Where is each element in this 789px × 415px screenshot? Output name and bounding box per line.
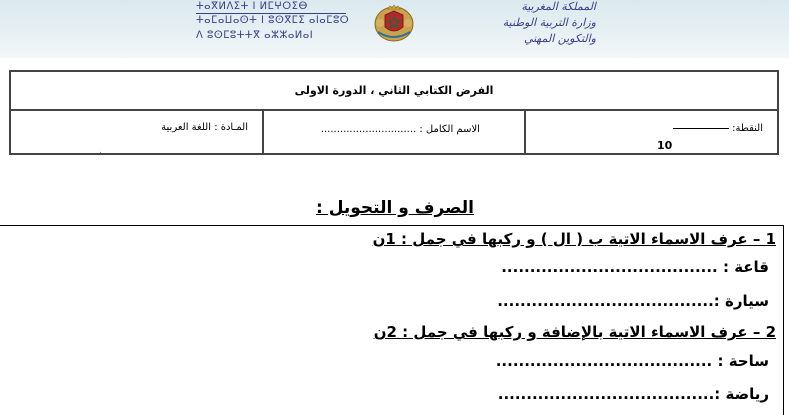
grade-field bbox=[673, 123, 763, 134]
letterhead-arabic-line-1: المملكة المغربية bbox=[521, 0, 596, 13]
answer-line-sayyara: سيارة :...................................... bbox=[497, 292, 769, 310]
letterhead-banner bbox=[0, 0, 789, 58]
answer-line-riyada: رياضة :...................................... bbox=[497, 385, 769, 403]
grade-cell bbox=[525, 110, 778, 154]
coat-of-arms-icon bbox=[372, 2, 416, 44]
name-field bbox=[321, 124, 480, 135]
answer-line-qaa: قاعة : ...................................... bbox=[501, 258, 769, 276]
letterhead-arabic-line-2: وزارة التربية الوطنية bbox=[502, 16, 596, 29]
letterhead-tifinagh-line-2: ⵜⴰⵎⴰⵡⴰⵙⵜ ⵏ ⵓⵙⴳⵎⵉ ⴰⵏⴰⵎⵓⵔ bbox=[196, 15, 350, 26]
name-dots: .............................. bbox=[320, 124, 417, 135]
section-title: الصرف و التحويل : bbox=[315, 198, 475, 218]
exam-header-table bbox=[9, 70, 779, 155]
letterhead-tifinagh-line-3: ⴷ ⵓⵙⵎⵓⵜⵜⴳ ⴰⵣⵣⴰⵍⴰⵏ bbox=[196, 30, 314, 41]
grade-blank-line bbox=[673, 128, 729, 129]
exam-title: الفرض الكتابي الثاني ، الدورة الاولى bbox=[10, 71, 778, 110]
subject-value: اللغة العربية bbox=[161, 122, 211, 133]
letterhead-arabic-line-3: والتكوين المهني bbox=[523, 32, 596, 45]
name-label: الاسم الكامل : bbox=[419, 124, 480, 135]
question-1: 1 – عرف الاسماء الاتية ب ( ال ) و ركبها في جمل : 1ن bbox=[372, 230, 776, 248]
letterhead-divider bbox=[196, 13, 346, 14]
answer-line-saha: ساحة : ...................................... bbox=[495, 352, 769, 370]
subject-label: المـادة : bbox=[214, 122, 249, 133]
name-cell bbox=[263, 110, 525, 154]
letterhead bbox=[196, 0, 596, 58]
exercise-box bbox=[0, 225, 784, 415]
grade-label: النقطة: bbox=[732, 123, 763, 134]
question-2: 2 – عرف الاسماء الاتية بالإضافة و ركبها في جمل : 2ن bbox=[373, 323, 776, 341]
letterhead-tifinagh-line-1: ⵜⴰⴳⵍⴷⵉⵜ ⵏ ⵍⵎⵖⵔⵉⴱ bbox=[196, 1, 308, 12]
grade-total: 10 bbox=[656, 139, 673, 152]
subject-field bbox=[161, 122, 248, 133]
subject-mark: . bbox=[99, 146, 103, 156]
subject-cell bbox=[10, 110, 263, 154]
